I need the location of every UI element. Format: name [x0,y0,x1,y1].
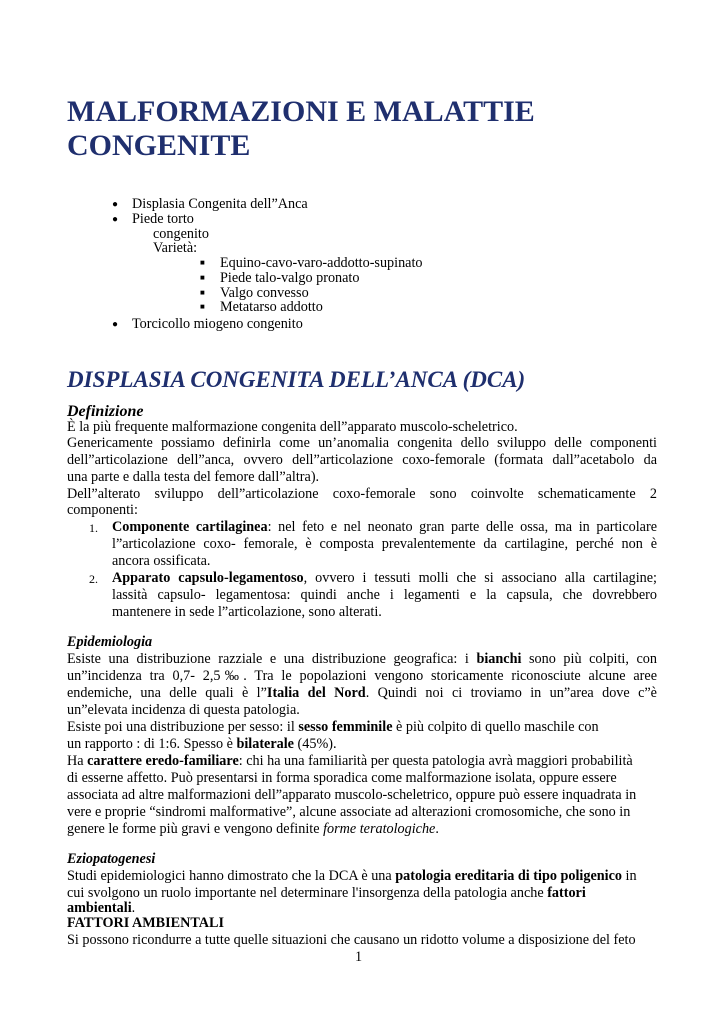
component-1-line3: ancora ossificata. [112,553,211,569]
variant-item: Valgo convesso [220,285,309,301]
ezio-line: ambientali. [67,900,136,916]
component-1-line2: l”articolazione coxo- femorale, è composta prevalentemente da cartilagine, perché non è [112,536,657,552]
list-number: 1. [89,521,98,535]
fattori-ambientali-heading: FATTORI AMBIENTALI [67,915,225,931]
epi-line: associata ad altre malformazioni dell”apparato muscolo-scheletrico, oppure può essere inquadrata in [67,787,637,803]
page-title [67,95,535,163]
component-2-line1: Apparato capsulo-legamentoso, ovvero i tessuti molli che si associano alla cartilagine; [112,570,657,586]
epi-line: vere e proprie “sindromi malformative”, alcune associate ad alterazioni cromosomiche, che sono in [67,804,631,820]
epi-line: Esiste una distribuzione razziale e una distribuzione geografica: i bianchi sono più colpiti, con [67,651,657,667]
definizione-heading: Definizione [67,403,144,420]
definizione-p3-line2: componenti: [67,502,138,518]
definizione-p1: È la più frequente malformazione congenita dell”apparato muscolo-scheletrico. [67,419,518,435]
list-item-piede-torto: Piede torto [132,211,194,227]
epi-line: genere le forme più gravi e vengono definite forme teratologiche. [67,821,439,837]
list-item-torcicollo: Torcicollo miogeno congenito [132,316,303,332]
title-line-2: CONGENITE [67,129,251,162]
component-2-line3: mantenere in sede l”articolazione, sono alterati. [112,604,382,620]
list-item-dca: Displasia Congenita dell”Anca [132,196,308,212]
page-number: 1 [355,949,363,965]
epi-line: Ha carattere eredo-familiare: chi ha una familiarità per questa patologia avrà maggiori probabilità [67,753,633,769]
definizione-p2-line2: dell”articolazione dell”anca, ovvero dell”articolazione coxo-femorale (formata dall”acetabolo da [67,452,657,468]
bullet-icon: ● [112,214,119,225]
variant-item: Metatarso addotto [220,299,323,315]
list-subitem-varieta: Varietà: [153,240,198,256]
variant-item: Piede talo-valgo pronato [220,270,360,286]
list-subitem-congenito: congenito [153,226,209,242]
bullet-icon: ● [112,319,119,330]
component-1-line1: Componente cartilaginea: nel feto e nel neonato gran parte delle ossa, ma in particolare [112,519,657,535]
epi-line: un”incidenza tra 0,7- 2,5‰. Tra le popolazioni vengono storicamente riconosciute alcune aree [67,668,657,684]
ezio-line: Si possono ricondurre a tutte quelle situazioni che causano un ridotto volume a disposizione del feto [67,932,636,948]
square-bullet-icon: ■ [200,273,205,282]
epi-line: Esiste poi una distribuzione per sesso: il sesso femminile è più colpito di quello maschile con [67,719,599,735]
bullet-icon: ● [112,199,119,210]
definizione-p3-line1: Dell”alterato sviluppo dell”articolazione coxo-femorale sono coinvolte schematicamente 2 [67,486,657,502]
epi-line: un”elevata incidenza di questa patologia. [67,702,300,718]
section-heading: DISPLASIA CONGENITA DELL’ANCA (DCA) [67,367,526,392]
square-bullet-icon: ■ [200,302,205,311]
definizione-p2-line3: una parte e dalla testa del femore dall”altra). [67,469,320,485]
eziopatogenesi-heading: Eziopatogenesi [67,851,156,867]
epidemiologia-heading: Epidemiologia [67,634,153,650]
epi-line: di esserne affetto. Può presentarsi in forma sporadica come malformazione isolata, oppure essere [67,770,617,786]
title-line-1: MALFORMAZIONI E MALATTIE [67,95,535,128]
variant-item: Equino-cavo-varo-addotto-supinato [220,255,423,271]
square-bullet-icon: ■ [200,258,205,267]
epi-line: endemiche, una delle quali è l”Italia del Nord. Quindi noi ci troviamo in un”area dove c”è [67,685,657,701]
ezio-line: cui svolgono un ruolo importante nel determinare l'insorgenza della patologia anche fattori [67,885,586,901]
square-bullet-icon: ■ [200,288,205,297]
definizione-p2-line1: Genericamente possiamo definirla come un’anomalia congenita dello sviluppo delle componenti [67,435,657,451]
epi-line: un rapporto : di 1:6. Spesso è bilaterale (45%). [67,736,337,752]
list-number: 2. [89,572,98,586]
ezio-line: Studi epidemiologici hanno dimostrato che la DCA è una patologia ereditaria di tipo poligenico in [67,868,637,884]
component-2-line2: lassità capsulo- legamentosa: quindi anche i legamenti e la capsula, che dovrebbero [112,587,657,603]
